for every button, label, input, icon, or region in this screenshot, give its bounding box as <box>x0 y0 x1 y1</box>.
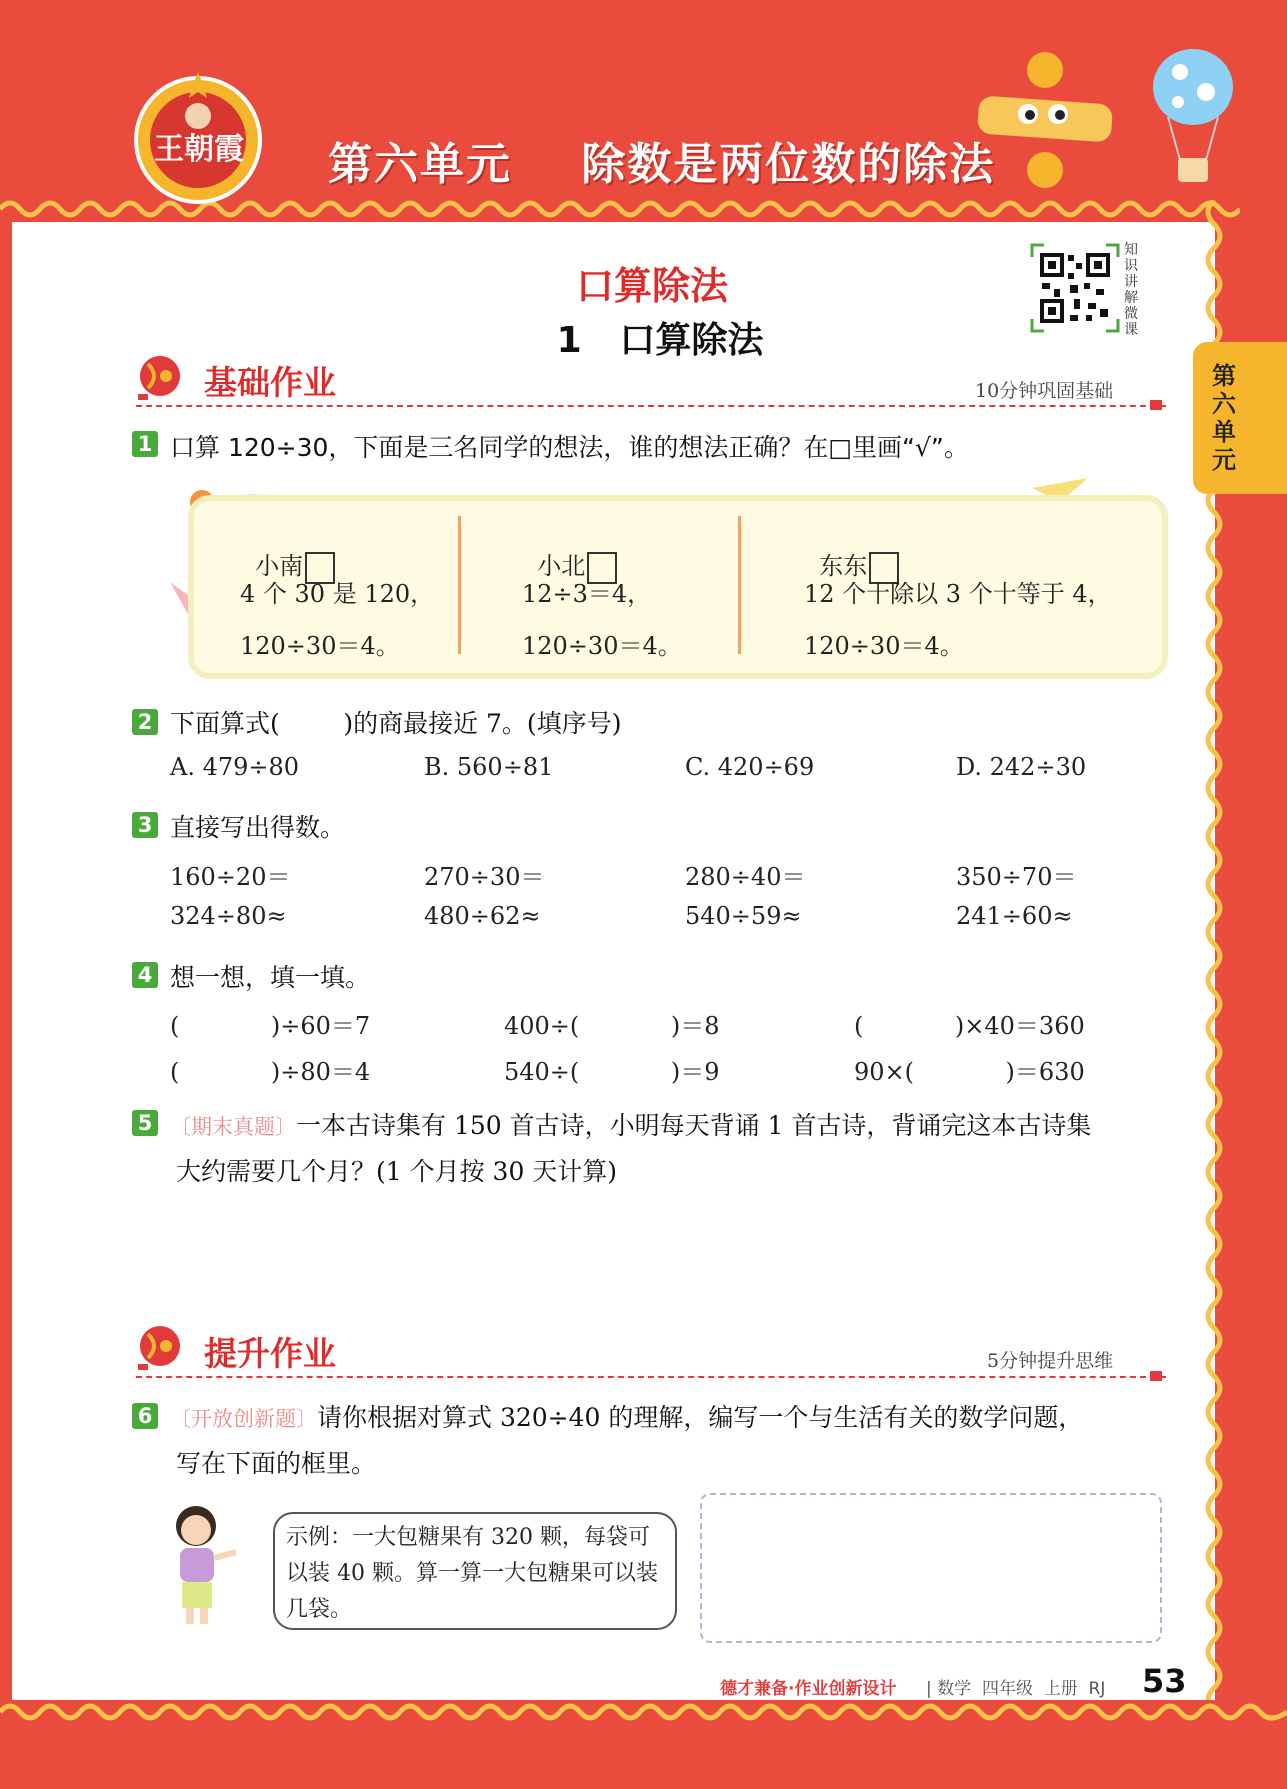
page-number: 53 <box>1142 1662 1187 1700</box>
fill-blank-item: ( )×40＝360 <box>854 1012 1085 1040</box>
fill-blank-item: ( )÷80＝4 <box>170 1058 371 1086</box>
question-number: 1 <box>132 431 158 457</box>
footer-brand: 德才兼备·作业创新设计 <box>720 1679 897 1699</box>
question-1-text: 口算 120÷30，下面是三名同学的想法，谁的想法正确？在□里画“√”。 <box>170 433 969 462</box>
brand-logo-text: 王朝霞 <box>154 132 244 167</box>
calc-item: 160÷20＝ <box>170 863 291 891</box>
student-reason-line: 12÷3＝4， <box>522 580 652 608</box>
section-divider <box>136 1376 1166 1378</box>
fill-blank-item: ( )÷60＝7 <box>170 1012 371 1040</box>
lantern-icon <box>130 350 186 406</box>
divider-end-marker <box>1150 1371 1162 1381</box>
section-title: 口算除法 <box>575 264 728 308</box>
basic-homework-subtitle: 10分钟巩固基础 <box>975 380 1114 402</box>
unit-side-tab <box>1193 342 1287 494</box>
question-5-line-2: 大约需要几个月？(1 个月按 30 天计算) <box>176 1157 618 1186</box>
calc-item: 241÷60≈ <box>956 902 1073 930</box>
question-6-line-1 <box>170 1398 1083 1434</box>
student-name: 小北 <box>537 552 586 580</box>
question-number: 6 <box>132 1403 158 1429</box>
answer-writing-box[interactable] <box>700 1493 1162 1643</box>
unit-side-tab-label: 第六单元 <box>1212 362 1236 474</box>
lantern-icon <box>130 1320 186 1376</box>
qr-code-label: 知识讲解微课 <box>1124 242 1138 338</box>
calc-item: 540÷59≈ <box>685 902 802 930</box>
example-text: 示例：一大包糖果有 320 颗，每袋可以装 40 颗。算一算一大包糖果可以装几袋。 <box>286 1525 658 1622</box>
choice-option: D. 242÷30 <box>956 753 1087 781</box>
advanced-homework-subtitle: 5分钟提升思维 <box>987 1350 1114 1372</box>
question-number: 3 <box>132 812 158 838</box>
division-sign-mascot-icon <box>970 48 1120 198</box>
fill-blank-item: 400÷( )＝8 <box>504 1012 720 1040</box>
choice-option: C. 420÷69 <box>685 753 815 781</box>
question-6-text: 请你根据对算式 320÷40 的理解，编写一个与生活有关的数学问题， <box>317 1403 1084 1432</box>
question-2-text: 下面算式( )的商最接近 7。(填序号) <box>170 709 622 738</box>
qr-code-icon[interactable] <box>1030 243 1120 333</box>
question-5-line-1 <box>170 1106 1091 1142</box>
calc-item: 270÷30＝ <box>424 863 545 891</box>
student-reason-line: 120÷30＝4。 <box>240 632 400 660</box>
advanced-homework-heading: 提升作业 <box>204 1334 336 1373</box>
choice-option: B. 560÷81 <box>424 753 554 781</box>
hot-air-balloon-icon <box>1148 42 1238 192</box>
question-number: 2 <box>132 709 158 735</box>
fill-blank-item: 540÷( )＝9 <box>504 1058 720 1086</box>
unit-title: 第六单元 除数是两位数的除法 <box>328 139 996 190</box>
student-reason-line: 4 个 30 是 120， <box>240 580 435 608</box>
footer-meta: | 数学 四年级 上册 RJ <box>926 1679 1106 1699</box>
exam-tag: 〔期末真题〕 <box>170 1115 296 1139</box>
fill-blank-item: 90×( )＝630 <box>854 1058 1085 1086</box>
column-separator <box>738 516 741 654</box>
student-reason-line: 12 个十除以 3 个十等于 4， <box>804 580 1112 608</box>
decorative-wave-border-bottom <box>0 1700 1287 1730</box>
calc-item: 480÷62≈ <box>424 902 541 930</box>
calc-item: 350÷70＝ <box>956 863 1077 891</box>
calc-item: 280÷40＝ <box>685 863 806 891</box>
divider-end-marker <box>1150 400 1162 410</box>
calc-item: 324÷80≈ <box>170 902 287 930</box>
student-reason-line: 120÷30＝4。 <box>804 632 964 660</box>
question-3-text: 直接写出得数。 <box>170 813 346 842</box>
question-5-text: 一本古诗集有 150 首古诗，小明每天背诵 1 首古诗，背诵完这本古诗集 <box>296 1111 1092 1140</box>
student-name: 小南 <box>255 552 304 580</box>
choice-option: A. 479÷80 <box>170 753 300 781</box>
section-divider <box>136 405 1166 407</box>
question-number: 5 <box>132 1110 158 1136</box>
student-reason-line: 120÷30＝4。 <box>522 632 682 660</box>
question-4-text: 想一想，填一填。 <box>170 963 371 992</box>
student-name: 东东 <box>819 552 868 580</box>
basic-homework-heading: 基础作业 <box>204 363 336 402</box>
open-innovation-tag: 〔开放创新题〕 <box>170 1407 317 1431</box>
question-6-line-2: 写在下面的框里。 <box>176 1449 377 1478</box>
lesson-title: 1 口算除法 <box>556 320 764 361</box>
girl-illustration-icon <box>160 1500 250 1630</box>
column-separator <box>458 516 461 654</box>
question-number: 4 <box>132 962 158 988</box>
